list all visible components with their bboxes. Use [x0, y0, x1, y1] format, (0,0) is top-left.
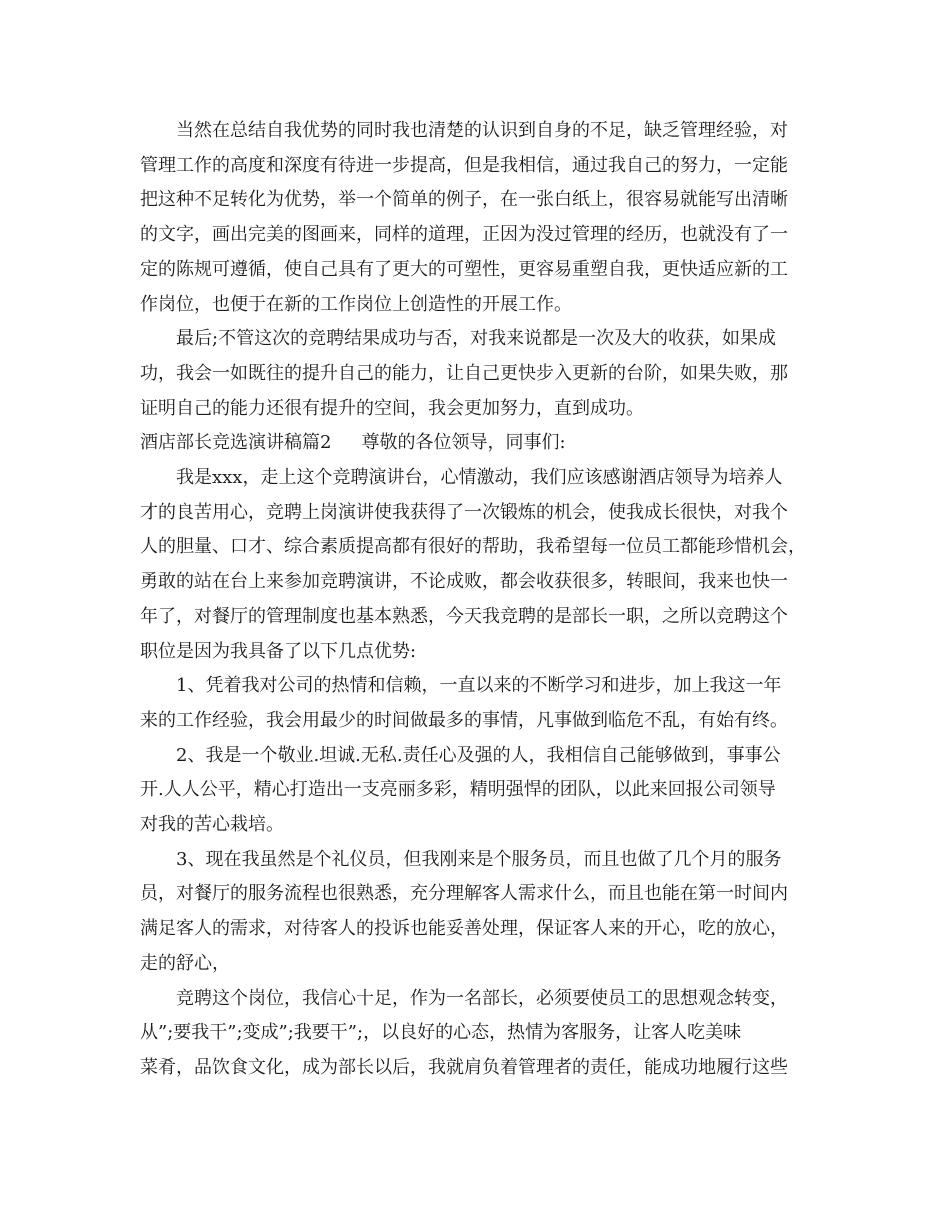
text-line: 作岗位，也便于在新的工作岗位上创造性的开展工作。 [140, 293, 572, 315]
paragraph-advantage-1 [140, 669, 812, 738]
text-line: 2、我是一个敬业.坦诚.无私.责任心及强的人，我相信自己能够做到，事事公 [176, 744, 781, 766]
text-line: 1、凭着我对公司的热情和信赖，一直以来的不断学习和进步，加上我这一年 [176, 675, 782, 697]
document-body [140, 114, 812, 1086]
text-line: 管理工作的高度和深度有待进一步提高，但是我相信，通过我自己的努力，一定能 [140, 154, 788, 176]
text-line: 功，我会一如既往的提升自己的能力，让自己更快步入更新的台阶，如果失败，那 [140, 362, 788, 384]
text-line: 我是xxx，走上这个竞聘演讲台，心情激动，我们应该感谢酒店领导为培养人 [176, 467, 783, 489]
section-title: 酒店部长竞选演讲稿篇2 [140, 432, 332, 454]
text-line: 菜肴，品饮食文化，成为部长以后，我就肩负着管理者的责任，能成功地履行这些 [140, 1056, 788, 1078]
text-line: 满足客人的需求，对待客人的投诉也能妥善处理，保证客人来的开心，吃的放心， [140, 918, 788, 940]
text-line: 才的良苦用心，竞聘上岗演讲使我获得了一次锻炼的机会，使我成长很快，对我个 [140, 501, 788, 523]
text-line: 当然在总结自我优势的同时我也清楚的认识到自身的不足，缺乏管理经验，对 [176, 120, 788, 141]
text-line: 人的胆量、口才、综合素质提高都有很好的帮助，我希望每一位员工都能珍惜机会， [140, 536, 806, 558]
text-line: 职位是因为我具备了以下几点优势: [140, 640, 417, 662]
text-line: 竞聘这个岗位，我信心十足，作为一名部长，必须要使员工的思想观念转变， [176, 987, 788, 1009]
paragraph-advantage-3 [140, 843, 812, 982]
text-line: 对我的苦心栽培。 [140, 814, 284, 836]
text-line: 来的工作经验，我会用最少的时间做最多的事情，凡事做到临危不乱，有始有终。 [140, 709, 788, 731]
text-line: 定的陈规可遵循，使自己具有了更大的可塑性，更容易重塑自我，更快适应新的工 [140, 258, 788, 280]
paragraph-weakness-reflection [140, 114, 812, 322]
text-line: 把这种不足转化为优势，举一个简单的例子，在一张白纸上，很容易就能写出清晰 [140, 189, 788, 211]
section-heading [140, 426, 812, 461]
paragraph-advantage-2 [140, 739, 812, 843]
text-line: 年了，对餐厅的管理制度也基本熟悉，今天我竞聘的是部长一职，之所以竞聘这个 [140, 605, 788, 627]
text-line: 最后;不管这次的竞聘结果成功与否，对我来说都是一次及大的收获，如果成 [176, 328, 777, 350]
paragraph-commitment [140, 982, 812, 1086]
text-line: 从”;要我干”;变成”;我要干”;，以良好的心态，热情为客服务，让客人吃美味 [140, 1022, 742, 1044]
text-line: 的文字，画出完美的图画来，同样的道理，正因为没过管理的经历，也就没有了一 [140, 224, 788, 246]
salutation: 尊敬的各位领导，同事们: [361, 432, 566, 454]
text-line: 勇敢的站在台上来参加竞聘演讲，不论成败，都会收获很多，转眼间，我来也快一 [140, 571, 788, 593]
text-line: 走的舒心， [140, 952, 230, 974]
text-line: 开.人人公平，精心打造出一支亮丽多彩，精明强悍的团队，以此来回报公司领导 [140, 779, 776, 801]
paragraph-conclusion [140, 322, 812, 426]
text-line: 证明自己的能力还很有提升的空间，我会更加努力，直到成功。 [140, 397, 644, 419]
text-line: 员，对餐厅的服务流程也很熟悉，充分理解客人需求什么，而且也能在第一时间内 [140, 883, 788, 905]
text-line: 3、现在我虽然是个礼仪员，但我刚来是个服务员，而且也做了几个月的服务 [176, 848, 782, 870]
paragraph-introduction [140, 461, 812, 669]
